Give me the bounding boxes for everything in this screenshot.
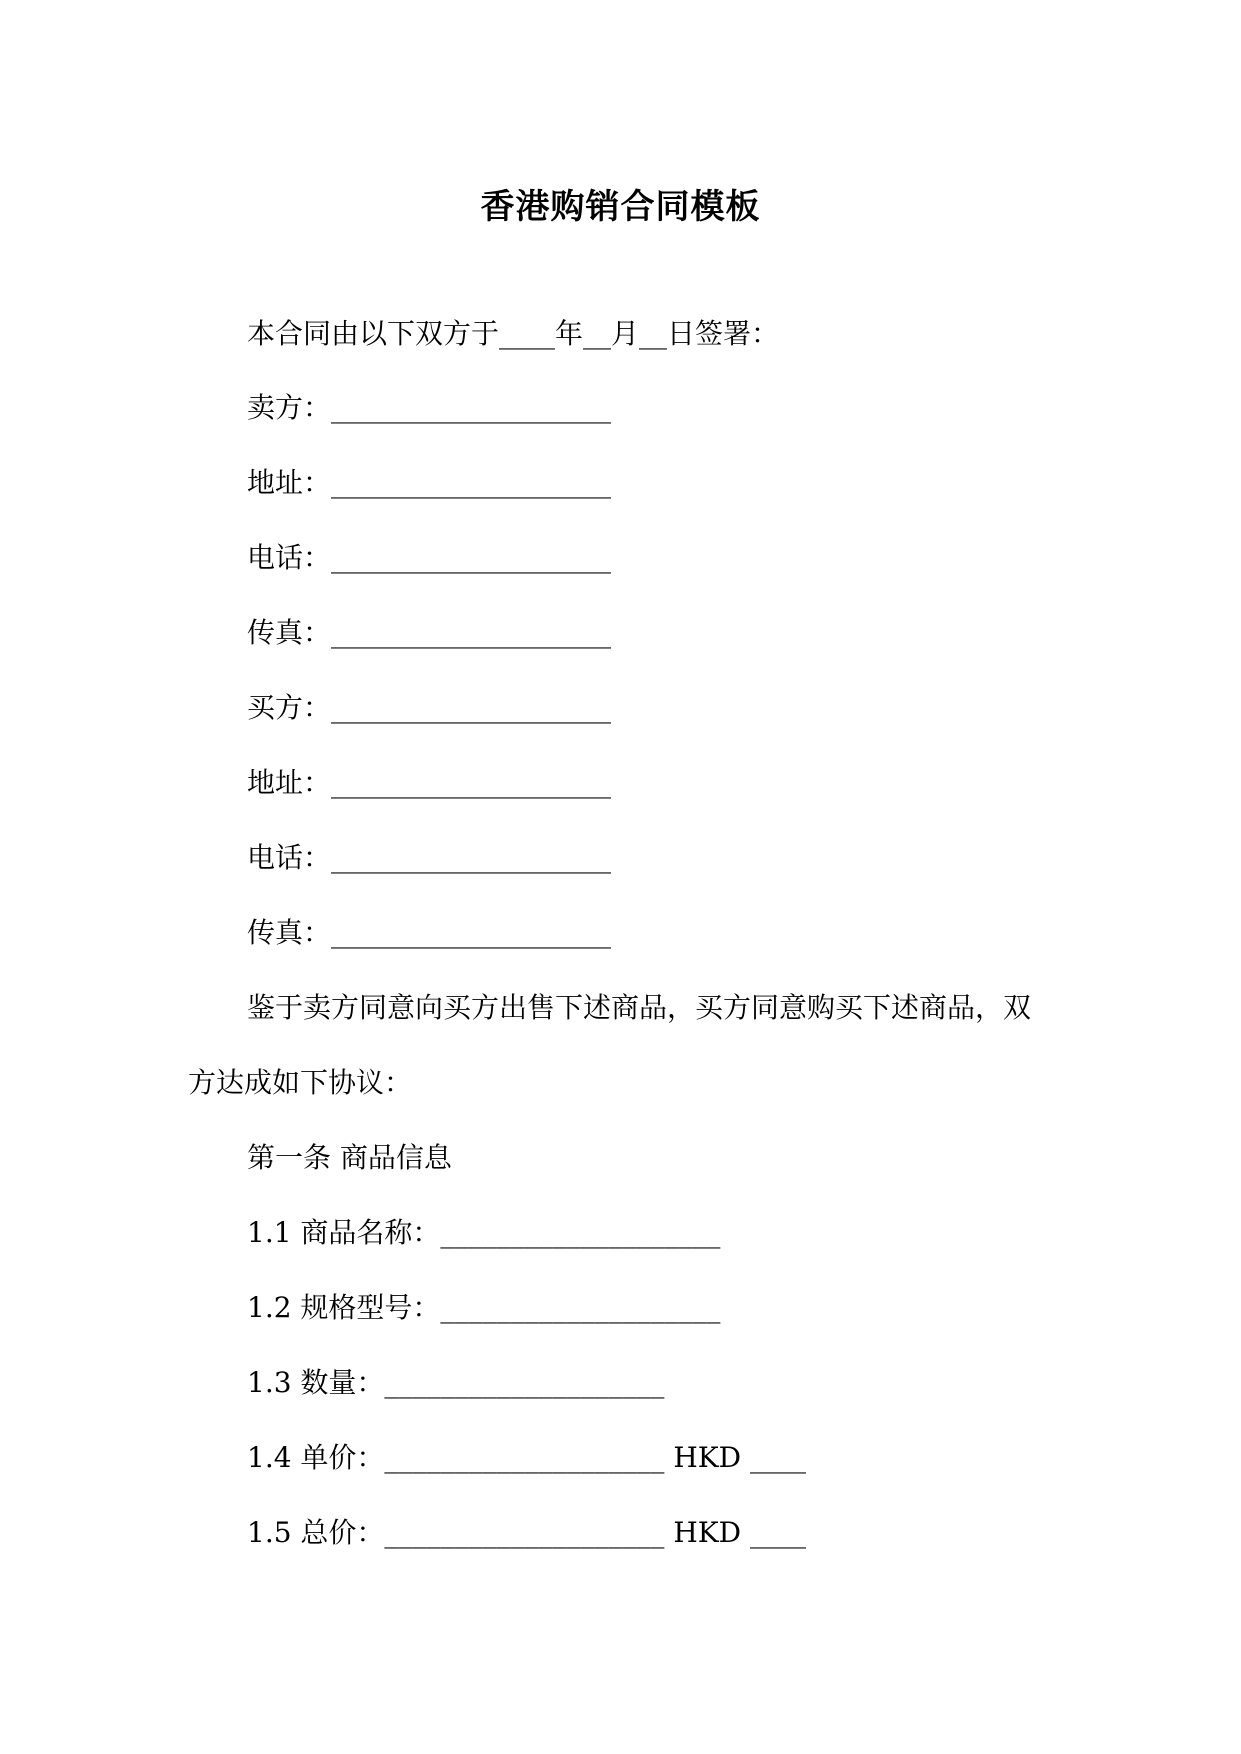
buyer-fax-line: 传真：____________________ [247,916,612,949]
recital-line-2: 方达成如下协议： [188,1066,413,1099]
contract-intro: 本合同由以下双方于____年__月__日签署： [247,317,780,350]
document-title: 香港购销合同模板 [480,187,761,227]
article-item-1-5: 1.5 总价：____________________ HKD ____ [247,1516,807,1549]
buyer-name-line: 买方：____________________ [247,691,612,724]
seller-phone-line: 电话：____________________ [247,541,612,574]
buyer-address-line: 地址：____________________ [247,766,612,799]
seller-address-line: 地址：____________________ [247,466,612,499]
buyer-phone-line: 电话：____________________ [247,841,612,874]
article-item-1-1: 1.1 商品名称：____________________ [247,1216,721,1249]
article-item-1-3: 1.3 数量：____________________ [247,1366,665,1399]
article-item-1-2: 1.2 规格型号：____________________ [247,1291,721,1324]
seller-fax-line: 传真：____________________ [247,616,612,649]
article-item-1-4: 1.4 单价：____________________ HKD ____ [247,1441,807,1474]
recital-line-1: 鉴于卖方同意向买方出售下述商品，买方同意购买下述商品，双 [247,991,1032,1024]
article-1-heading: 第一条 商品信息 [247,1141,452,1174]
seller-name-line: 卖方：____________________ [247,391,612,424]
